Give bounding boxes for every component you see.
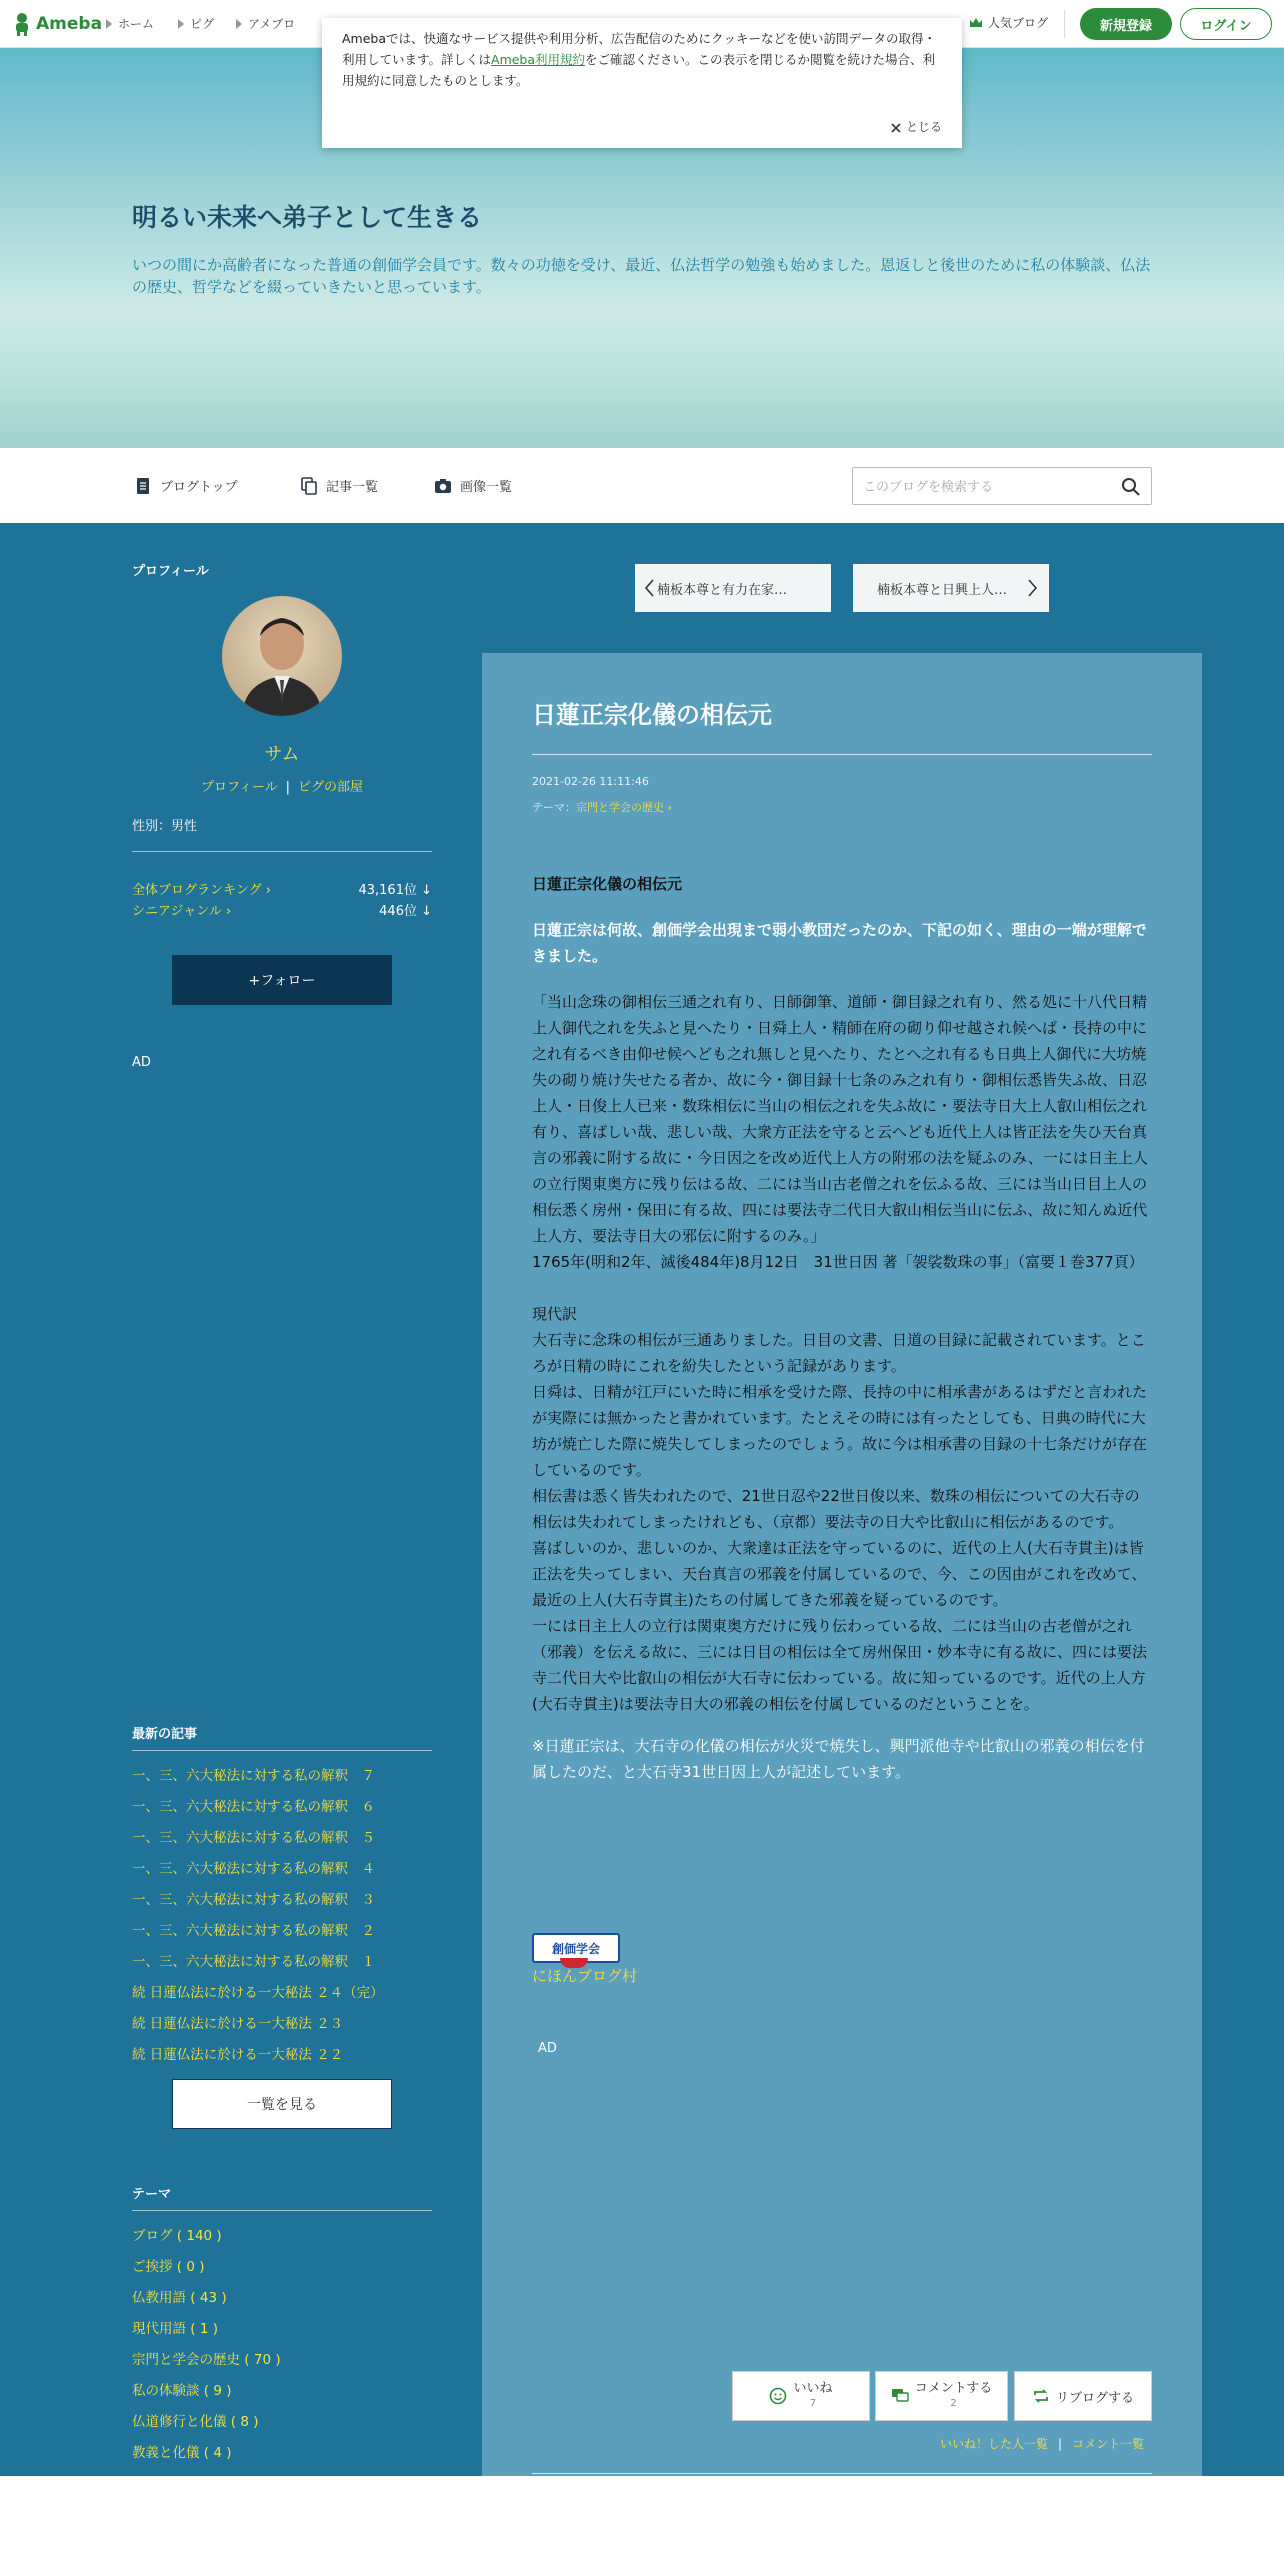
smile-icon [769,2387,787,2405]
body-paragraph: 日舜は、日精が江戸にいた時に相承を受けた際、長持の中に相承書があるはずだと言われたが実際には無かったと書かれています。たとえその時には有ったとしても、日典の時代に大坊が焼亡した際に焼失してしまったのでしょう。故に今は相承書の目録の十七条だけが存在しているのです。 [532,1383,1148,1479]
themes-heading: テーマ [132,2187,172,2202]
ad-label: AD [132,1055,151,1070]
menu-image-list[interactable] [434,476,512,495]
reblog-label: リブログする [1055,2390,1134,2406]
menu-image-list-label: 画像一覧 [460,480,513,495]
menu-entry-list[interactable] [300,476,378,495]
body-modern-label: 現代訳 [532,1305,578,1323]
theme-link[interactable]: 私の体験談 ( 9 ) [132,2383,232,2399]
entry-theme-link[interactable] [576,801,672,814]
nav-home-label: ホーム [118,17,155,31]
spacer [532,969,1152,989]
entry-body [532,871,1152,1785]
ameba-logo[interactable] [12,12,102,36]
document-icon [134,477,152,495]
entry-theme [532,799,672,815]
comment-list-link[interactable]: コメント一覧 [1072,2437,1145,2451]
follow-button[interactable]: +フォロー [172,955,392,1005]
recent-entry-link[interactable]: 一、三、六大秘法に対する私の解釈 ４ [132,1861,375,1877]
comment-label: コメントする [914,2381,993,2396]
theme-link[interactable]: 宗門と学会の歴史 ( 70 ) [132,2352,281,2368]
profile-heading: プロフィール [132,564,209,579]
profile-links [132,776,432,795]
recent-entry-link[interactable]: 一、三、六大秘法に対する私の解釈 ６ [132,1799,375,1815]
theme-link[interactable]: 教義と化儀 ( 4 ) [132,2445,232,2461]
recent-entry-link[interactable]: 一、三、六大秘法に対する私の解釈 １ [132,1954,375,1970]
profile-photo [222,596,342,716]
recent-entry-link[interactable]: 続 日蓮仏法に於ける一大秘法 ２３ [132,2016,344,2032]
theme-link[interactable]: 現代用語 ( 1 ) [132,2321,218,2337]
entry-theme-name: 宗門と学会の歴史 [576,801,664,814]
avatar[interactable] [222,596,342,716]
like-label: いいね [793,2381,833,2396]
blog-description: いつの間にか高齢者になった普通の創価学会員です。数々の功徳を受け、最近、仏法哲学の勉強も始めました。恩返しと後世のために私の体験談、仏法の歴史、哲学などを綴っていきたいと思っています。 [132,256,1151,296]
logo-text: Ameba [36,14,103,34]
ranking-senior [132,900,432,919]
next-entry-label: 楠板本尊と日興上人… [877,582,1008,598]
cookie-close-label: とじる [905,120,942,134]
divider [532,754,1152,755]
prev-entry-label: 楠板本尊と有力在家… [657,582,788,598]
body-paragraph: 相伝書は悉く皆失われたので、21世日忍や22世日俊以来、数珠の相伝についての大石寺の相伝は失われてしまったけれども、（京都）要法寺の日大や比叡山に相伝があるのです。 [532,1487,1140,1531]
header-divider [1064,10,1065,38]
pigg-room-link[interactable]: ピグの部屋 [298,780,364,795]
body-paragraph: 喜ばしいのか、悲しいのか、大衆達は正法を守っているのに、近代の上人(大石寺貫主)は皆正法を失ってしまい、天台真言の邪義を付属しているので、今、この因由がこれを改めて、最近の上人(大石寺貫主)たちの付属してきた邪義を疑っているのです。 [532,1539,1147,1609]
signup-button[interactable]: 新規登録 [1080,8,1172,40]
recent-entry-link[interactable]: 一、三、六大秘法に対する私の解釈 ７ [132,1768,375,1784]
ranking-senior-link[interactable] [132,900,231,919]
profile-link[interactable]: プロフィール [200,780,278,795]
entry-article [482,653,1202,2568]
triangle-icon [178,19,184,29]
body-heading: 日蓮正宗化儀の相伝元 [532,875,683,893]
ad-label: AD [538,2041,557,2056]
blog-menu-bar [0,448,1284,523]
entry-title[interactable]: 日蓮正宗化儀の相伝元 [532,701,772,729]
view-all-button[interactable]: 一覧を見る [172,2079,392,2129]
comment-text [915,2381,993,2411]
like-text [793,2381,832,2411]
ranking-overall-value: 43,161位 ↓ [358,883,432,898]
nav-pigg[interactable] [178,15,214,32]
terms-link[interactable]: Ameba利用規約 [491,52,586,67]
reblog-icon [1032,2387,1050,2405]
blog-search [852,467,1152,505]
triangle-icon [106,19,112,29]
nav-ameblo-label: アメブロ [248,17,296,31]
spacer [532,1717,1152,1733]
separator: | [1058,2437,1063,2451]
chevron-right-icon [1027,578,1039,598]
separator: | [285,780,291,795]
divider [132,1750,432,1751]
like-count: 7 [809,2398,817,2409]
chevron-right-icon: › [667,801,672,814]
crown-icon [968,15,984,31]
recent-entry-link[interactable]: 一、三、六大秘法に対する私の解釈 ２ [132,1923,375,1939]
ranking-overall [132,879,432,898]
menu-entry-list-label: 記事一覧 [326,480,379,495]
camera-icon [434,477,452,495]
cookie-text-2: をご確認ください。この表示を閉じるか閲覧を続けた場合、利用規約に同意したものとします。 [342,52,936,88]
ranking-senior-value: 446位 ↓ [379,904,432,919]
theme-link[interactable]: ブログ ( 140 ) [132,2228,222,2244]
chevron-right-icon: › [226,904,232,919]
reblog-button[interactable] [1014,2371,1152,2421]
theme-link[interactable]: 仏教用語 ( 43 ) [132,2290,227,2306]
search-icon[interactable] [1121,477,1141,497]
entry-date: 2021-02-26 11:11:46 [532,775,649,788]
nav-home[interactable] [106,15,154,32]
page-footer-area [0,2476,1284,2568]
body-paragraph: 大石寺に念珠の相伝が三通ありました。日目の文書、日道の目録に記載されています。ところが日精の時にこれを紛失したという記録があります。 [532,1331,1146,1375]
chevron-right-icon: › [265,883,271,898]
menu-blog-top-label: ブログトップ [160,480,238,495]
body-lead: 日蓮正宗は何故、創価学会出現まで弱小教団だったのか、下記の如く、理由の一端が理解できました。 [532,921,1147,965]
comment-button[interactable] [875,2371,1008,2421]
divider [132,2210,432,2211]
recent-entry-link[interactable]: 続 日蓮仏法に於ける一大秘法 ２４（完） [132,1985,384,2001]
body-citation: 1765年(明和2年、滅後484年)8月12日 31世日因 著「袈裟数珠の事」（富要１巻377頁） [532,1253,1144,1271]
body-quote: 「当山念珠の御相伝三通之れ有り、日師御筆、道師・御目録之れ有り、然る処に十八代日精上人御代之れを失ふと見へたり・日舜上人・精師在府の砌り仰せ越され候へば・長持の中に之れ有るべき由仰せ候へども之れ無しと見へたり、たとへ之れ有るも日典上人御代に大坊焼失の砌り焼け失せたる者か、故に今・御目録十七条のみ之れ有り・御相伝悉皆失ふ故、日忍上人・日俊上人已来・数珠相伝に当山の相伝之れを失ふ故に・要法寺日大上人叡山相伝之れ有り、喜ばしい哉、悲しい哉、大衆方正法を守ると云へども近代上人は皆正法を失ひ天台真言の邪義に附する故に・今日因之を改め近代上人方の附邪の法を疑ふのみ、一には日主上人の立行関東奥方に残り伝はる故、二には当山古老僧之れを伝ふる故、三には当山日目上人の相伝悉く房州・保田に有る故、四には要法寺二代日大叡山相伝当山に伝ふ、故に知んぬ近代上人方、要法寺日大の邪伝に附するのみ。」 [532,993,1148,1245]
cookie-close-button[interactable] [891,117,942,138]
nihon-blog-mura-link[interactable]: にほんブログ村 [532,1967,638,1985]
body-paragraph: 一には日主上人の立行は関東奥方だけに残り伝わっている故、二には当山の古老僧が之れ（邪義）を伝える故に、三には日目の相伝は全て房州保田・妙本寺に有る故に、四には要法寺二代日大や比叡山の相伝が大石寺に伝わっている。故に知っているのです。近代の上人方(大石寺貫主)は要法寺日大の邪義の相伝を付属しているのだということを。 [532,1617,1148,1713]
popular-blog-link[interactable] [968,14,1048,31]
cookie-notice [322,18,962,148]
ranking-overall-link[interactable] [132,879,271,898]
profile-name[interactable]: サム [264,744,300,765]
comment-count: 2 [950,2398,957,2409]
divider [132,851,432,852]
next-entry-button[interactable] [853,564,1049,612]
recent-entry-link[interactable]: 続 日蓮仏法に於ける一大秘法 ２２ [132,2047,344,2063]
ameba-mascot-icon [12,12,32,36]
soka-gakkai-banner[interactable]: 創価学会 [532,1933,620,1963]
entry-footer-links [940,2435,1144,2452]
recent-entry-link[interactable]: 一、三、六大秘法に対する私の解釈 ３ [132,1892,375,1908]
recent-entries-heading: 最新の記事 [132,1727,198,1742]
theme-link[interactable]: ご挨拶 ( 0 ) [132,2259,205,2275]
like-list-link[interactable]: いいね！した人一覧 [940,2437,1049,2451]
prev-entry-button[interactable] [635,564,831,612]
cookie-text-1: Amebaでは、快適なサービス提供や利用分析、広告配信のためにクッキーなどを使い訪問データの取得・利用しています。詳しくは [342,31,937,67]
close-icon [891,123,901,133]
ranking-senior-label: シニアジャンル [132,904,222,919]
comment-icon [891,2387,909,2405]
recent-entry-link[interactable]: 一、三、六大秘法に対する私の解釈 ５ [132,1830,375,1846]
menu-blog-top[interactable] [134,476,238,495]
chevron-left-icon [643,578,655,598]
entry-theme-label: テーマ： [532,801,576,814]
triangle-icon [236,19,242,29]
popular-label: 人気ブログ [988,16,1049,30]
ranking-overall-label: 全体ブログランキング [132,883,262,898]
nav-pigg-label: ピグ [190,17,215,31]
search-input[interactable] [863,477,1103,497]
like-button[interactable] [732,2371,870,2421]
body-note: ※日蓮正宗は、大石寺の化儀の相伝が火災で焼失し、興門派他寺や比叡山の邪義の相伝を付属したのだ、と大石寺31世日因上人が記述しています。 [532,1737,1145,1781]
nav-ameblo[interactable] [236,15,295,32]
copy-icon [300,477,318,495]
theme-link[interactable]: 仏道修行と化儀 ( 8 ) [132,2414,259,2430]
login-button[interactable]: ログイン [1180,8,1272,40]
blog-title[interactable]: 明るい未来へ弟子として生きる [132,203,483,232]
spacer [532,1275,1152,1301]
profile-gender: 性別：男性 [132,819,198,834]
divider [532,2473,1152,2474]
spacer [532,897,1152,917]
